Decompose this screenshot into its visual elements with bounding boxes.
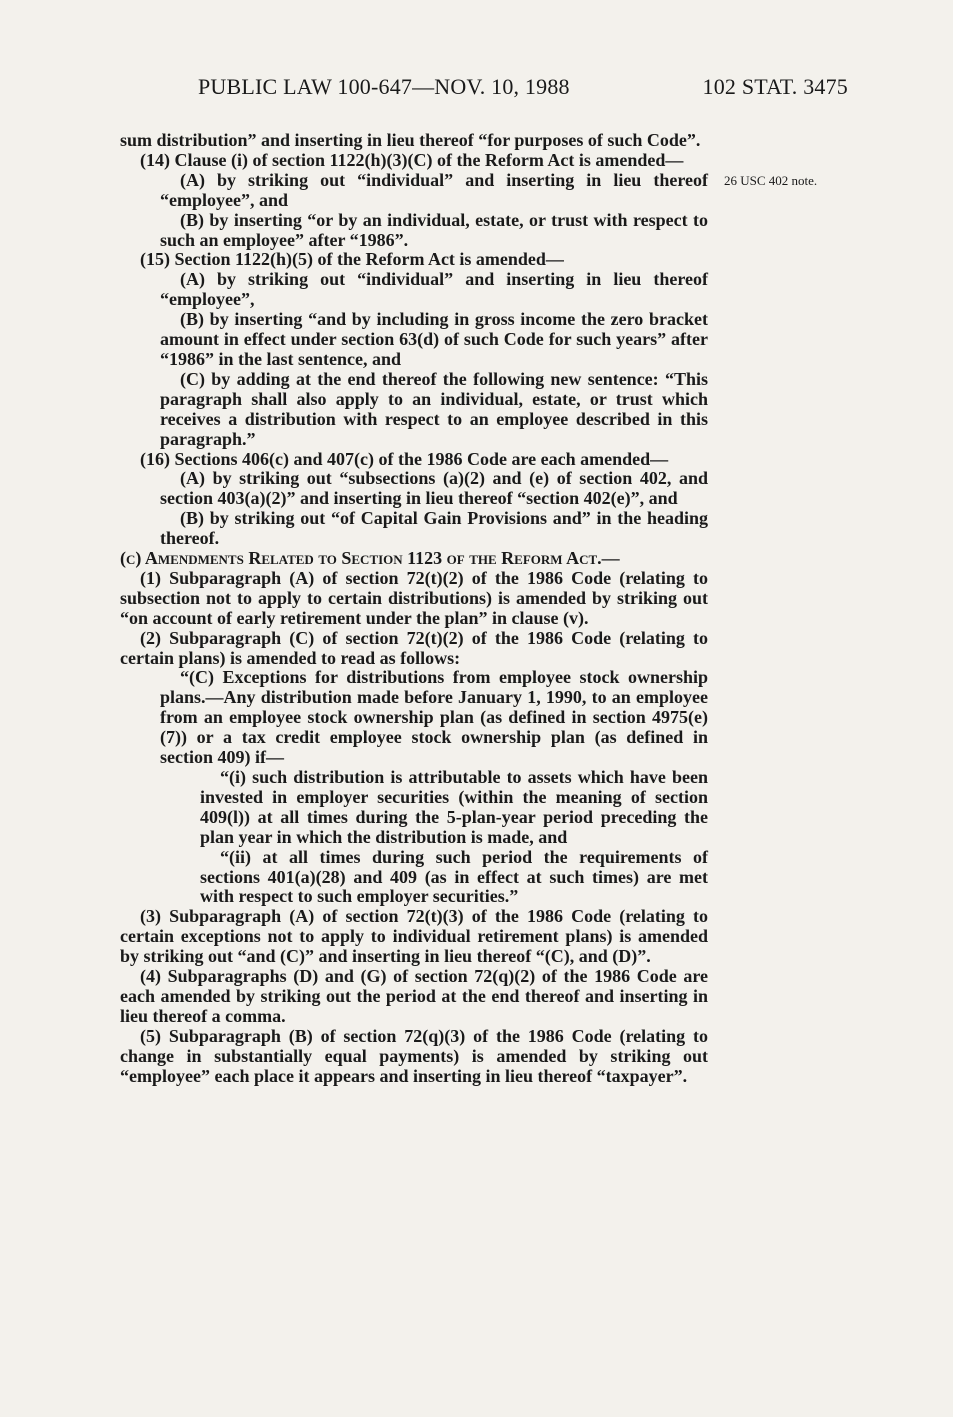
paragraph: (15) Section 1122(h)(5) of the Reform Act is amended—: [140, 249, 564, 270]
paragraph: “(C) Exceptions for distributions from employee stock ownership plans.—Any distribution made before January 1, 1990, to an employee from an employee stock ownership plan (as defined in section 4975(e)(7)) or a tax credit employee stock ownership plan (as defined in section 409) if—: [160, 667, 708, 768]
document-body: [120, 131, 708, 1087]
header-stat-page: 102 STAT. 3475: [702, 74, 848, 99]
margin-note: 26 USC 402 note.: [724, 173, 818, 188]
paragraph: (4) Subparagraphs (D) and (G) of section 72(q)(2) of the 1986 Code are each amended by striking out the period at the end thereof and inserting in lieu thereof a comma.: [120, 966, 708, 1026]
paragraph: (5) Subparagraph (B) of section 72(q)(3) of the 1986 Code (relating to change in substantially equal payments) is amended by striking out “employee” each place it appears and inserting in lieu thereof “taxpayer”.: [120, 1025, 708, 1086]
paragraph: (B) by inserting “or by an individual, estate, or trust with respect to such an employee” after “1986”.: [160, 209, 708, 250]
section-heading: (c) Amendments Related to Section 1123 of the Reform Act.—: [120, 548, 620, 569]
paragraph: (C) by adding at the end thereof the following new sentence: “This paragraph shall also apply to an individual, estate, or trust which receives a distribution with respect to an employee described in this paragraph.”: [160, 368, 708, 449]
paragraph: (2) Subparagraph (C) of section 72(t)(2) of the 1986 Code (relating to certain plans) is amended to read as follows:: [120, 627, 708, 668]
paragraph: “(ii) at all times during such period the requirements of sections 401(a)(28) and 409 (as in effect at such times) are met with respect to such employer securities.”: [200, 846, 708, 907]
paragraph: sum distribution” and inserting in lieu thereof “for purposes of such Code”.: [120, 130, 701, 150]
paragraph: (A) by striking out “individual” and inserting in lieu thereof “employee”, and: [160, 169, 708, 210]
paragraph: (3) Subparagraph (A) of section 72(t)(3) of the 1986 Code (relating to certain exceptions not to apply to individual retirement plans) is amended by striking out “and (C)” and inserting in lieu thereof “(C), and (D)”.: [120, 906, 708, 967]
paragraph: (B) by striking out “of Capital Gain Provisions and” in the heading thereof.: [160, 508, 708, 549]
header-public-law: PUBLIC LAW 100-647—NOV. 10, 1988: [198, 74, 570, 99]
paragraph: (14) Clause (i) of section 1122(h)(3)(C) of the Reform Act is amended—: [140, 149, 684, 170]
paragraph: (B) by inserting “and by including in gross income the zero bracket amount in effect under section 63(d) of such Code for such years” after “1986” in the last sentence, and: [160, 309, 708, 369]
page-header: [198, 74, 848, 108]
paragraph: (A) by striking out “subsections (a)(2) and (e) of section 402, and section 403(a)(2)” and inserting in lieu thereof “section 402(e)”, and: [160, 468, 708, 509]
paragraph: (A) by striking out “individual” and inserting in lieu thereof “employee”,: [160, 269, 708, 310]
paragraph: “(i) such distribution is attributable to assets which have been invested in employer securities (within the meaning of section 409(l)) at all times during the 5-plan-year period preceding the plan year in which the distribution is made, and: [200, 767, 708, 847]
paragraph: (1) Subparagraph (A) of section 72(t)(2) of the 1986 Code (relating to subsection not to apply to certain distributions) is amended by striking out “on account of early retirement under the plan” in clause (v).: [120, 567, 708, 628]
paragraph: (16) Sections 406(c) and 407(c) of the 1986 Code are each amended—: [140, 448, 669, 469]
